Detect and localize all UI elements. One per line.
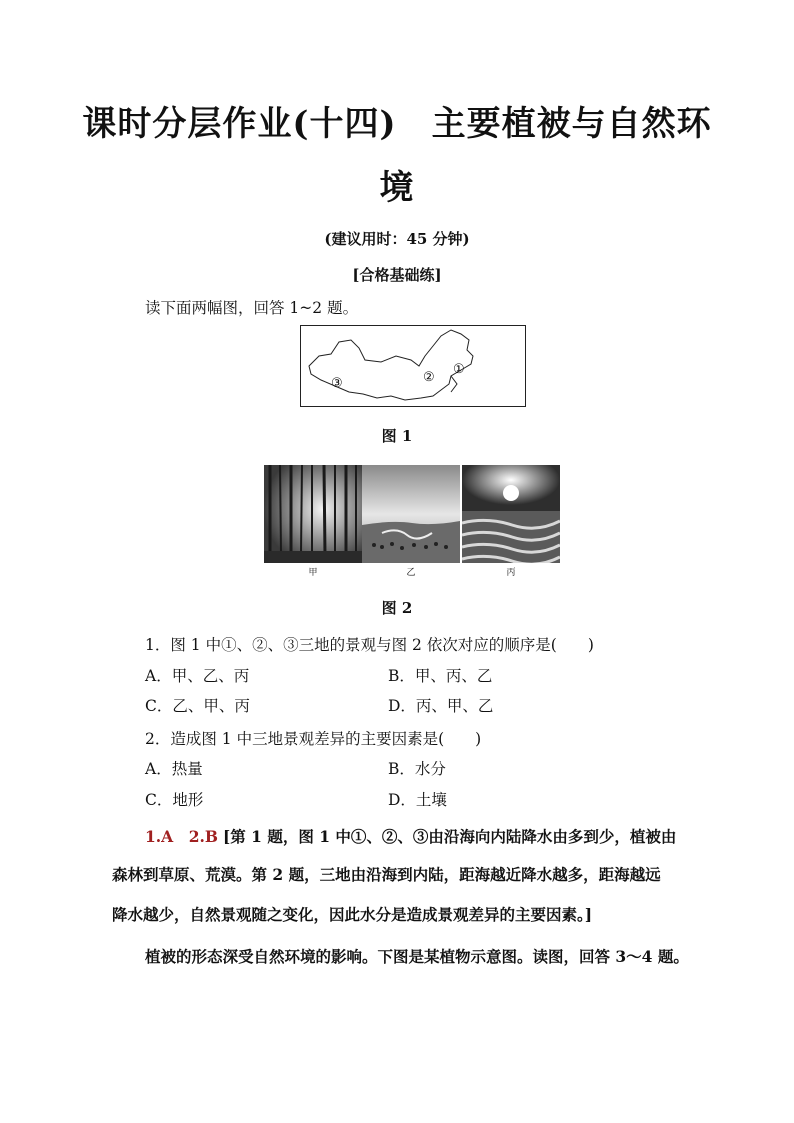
photo-label-bing: 丙 bbox=[506, 568, 516, 578]
figure2-caption: 图 2 bbox=[381, 599, 413, 617]
map-marker-3: ③ bbox=[331, 376, 343, 391]
section-heading: [合格基础练] bbox=[352, 266, 442, 284]
answer-line-3: 降水越少，自然景观随之变化，因此水分是造成景观差异的主要因素。] bbox=[112, 905, 593, 924]
q1-option-d: D．丙、甲、乙 bbox=[388, 697, 494, 715]
q2-option-b: B．水分 bbox=[388, 760, 446, 778]
question-2-stem: 2．造成图 1 中三地景观差异的主要因素是( ) bbox=[145, 730, 482, 748]
q2-option-d: D．土壤 bbox=[388, 791, 447, 809]
answer-key: 1.A 2.B bbox=[145, 827, 218, 846]
china-outline-map bbox=[300, 325, 526, 407]
q1-option-b: B．甲、丙、乙 bbox=[388, 667, 493, 685]
desert-photo bbox=[462, 465, 560, 563]
intro-text-2: 植被的形态深受自然环境的影响。下图是某植物示意图。读图，回答 3～4 题。 bbox=[145, 947, 689, 966]
answer-line-1 bbox=[145, 825, 676, 847]
q1-option-c: C．乙、甲、丙 bbox=[145, 697, 250, 715]
forest-photo bbox=[264, 465, 362, 563]
page-title-continued: 境 bbox=[379, 168, 415, 208]
intro-text-1: 读下面两幅图，回答 1~2 题。 bbox=[145, 299, 359, 317]
page-title: 课时分层作业(十四) 主要植被与自然环 bbox=[82, 104, 712, 144]
grassland-photo bbox=[362, 465, 460, 563]
answer-line-2: 森林到草原、荒漠。第 2 题，三地由沿海到内陆，距海越近降水越多，距海越远 bbox=[112, 865, 661, 884]
q2-option-c: C．地形 bbox=[145, 791, 204, 809]
map-outline-graphic bbox=[301, 326, 525, 406]
figure1-caption: 图 1 bbox=[381, 427, 413, 445]
map-marker-2: ② bbox=[423, 370, 435, 385]
question-1-stem: 1．图 1 中①、②、③三地的景观与图 2 依次对应的顺序是( ) bbox=[145, 636, 594, 654]
answer-explanation-start: [第 1 题，图 1 中①、②、③由沿海向内陆降水由多到少，植被由 bbox=[222, 827, 677, 846]
q2-option-a: A．热量 bbox=[145, 760, 203, 778]
map-marker-1: ① bbox=[453, 362, 465, 377]
q1-option-a: A．甲、乙、丙 bbox=[145, 667, 250, 685]
time-note: (建议用时：45 分钟) bbox=[324, 230, 470, 248]
photo-label-jia: 甲 bbox=[308, 568, 318, 578]
photo-label-yi: 乙 bbox=[406, 568, 416, 578]
